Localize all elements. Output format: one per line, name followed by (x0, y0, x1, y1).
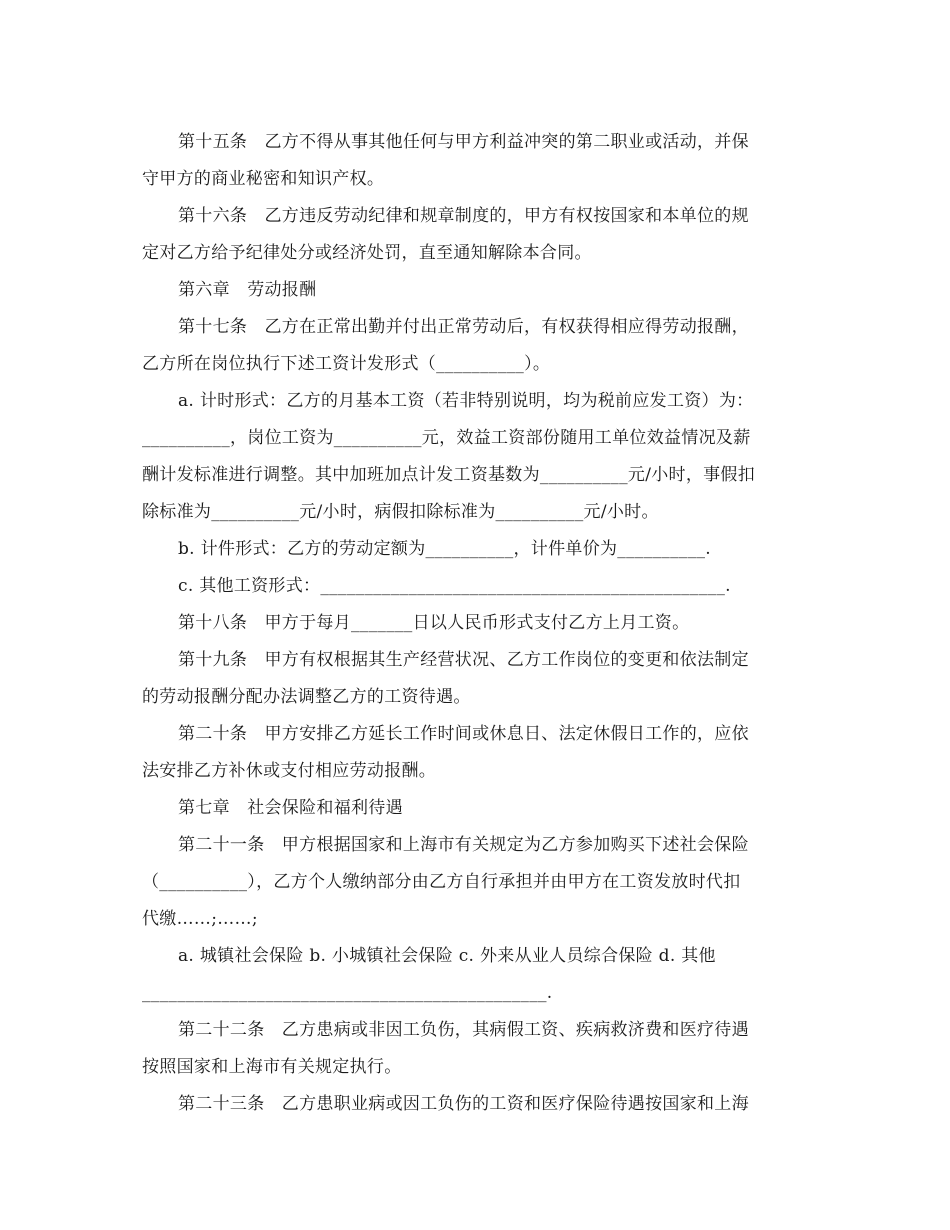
clause-20-line-1: 第二十条 甲方安排乙方延长工作时间或休息日、法定休假日工作的，应依 (178, 724, 749, 744)
clause-17-line-2: 乙方所在岗位执行下述工资计发形式（__________）。 (142, 354, 551, 374)
chapter-6-heading: 第六章 劳动报酬 (178, 280, 317, 300)
clause-21-line-2: （__________），乙方个人缴纳部分由乙方自行承担并由甲方在工资发放时代扣 (142, 872, 741, 892)
clause-23-line-1: 第二十三条 乙方患职业病或因工负伤的工资和医疗保险待遇按国家和上海 (178, 1094, 749, 1114)
clause-22-line-1: 第二十二条 乙方患病或非因工负伤，其病假工资、疾病救济费和医疗待遇 (178, 1020, 749, 1040)
clause-17-line-1: 第十七条 乙方在正常出勤并付出正常劳动后，有权获得相应得劳动报酬， (178, 317, 749, 337)
clause-21-line-1: 第二十一条 甲方根据国家和上海市有关规定为乙方参加购买下述社会保险 (178, 835, 749, 855)
clause-20-line-2: 法安排乙方补休或支付相应劳动报酬。 (142, 761, 437, 781)
clause-19-line-2: 的劳动报酬分配办法调整乙方的工资待遇。 (142, 687, 471, 707)
clause-19-line-1: 第十九条 甲方有权根据其生产经营状况、乙方工作岗位的变更和依法制定 (178, 650, 749, 670)
item-b-line: b. 计件形式：乙方的劳动定额为__________，计件单价为__________. (178, 539, 711, 559)
insurance-other-blank: ______________________________________________. (142, 983, 553, 1003)
item-a-line-4: 除标准为__________元/小时，病假扣除标准为__________元/小时。 (142, 502, 659, 522)
clause-16-line-1: 第十六条 乙方违反劳动纪律和规章制度的，甲方有权按国家和本单位的规 (178, 206, 749, 226)
clause-21-line-3: 代缴……;……; (142, 909, 258, 929)
clause-18-line: 第十八条 甲方于每月_______日以人民币形式支付乙方上月工资。 (178, 613, 690, 633)
clause-15-line-2: 守甲方的商业秘密和知识产权。 (142, 169, 385, 189)
clause-16-line-2: 定对乙方给予纪律处分或经济处罚，直至通知解除本合同。 (142, 243, 592, 263)
item-a-line-1: a. 计时形式：乙方的月基本工资（若非特别说明，均为税前应发工资）为： (178, 391, 754, 411)
item-a-line-2: __________，岗位工资为__________元，效益工资部份随用工单位效益情况及薪 (142, 428, 751, 448)
item-c-line: c. 其他工资形式：______________________________________________. (178, 576, 731, 596)
chapter-7-heading: 第七章 社会保险和福利待遇 (178, 798, 403, 818)
clause-22-line-2: 按照国家和上海市有关规定执行。 (142, 1057, 402, 1077)
insurance-options-line: a. 城镇社会保险 b. 小城镇社会保险 c. 外来从业人员综合保险 d. 其他 (178, 946, 716, 966)
clause-15-line-1: 第十五条 乙方不得从事其他任何与甲方利益冲突的第二职业或活动，并保 (178, 132, 749, 152)
item-a-line-3: 酬计发标准进行调整。其中加班加点计发工资基数为__________元/小时，事假扣 (142, 465, 756, 485)
